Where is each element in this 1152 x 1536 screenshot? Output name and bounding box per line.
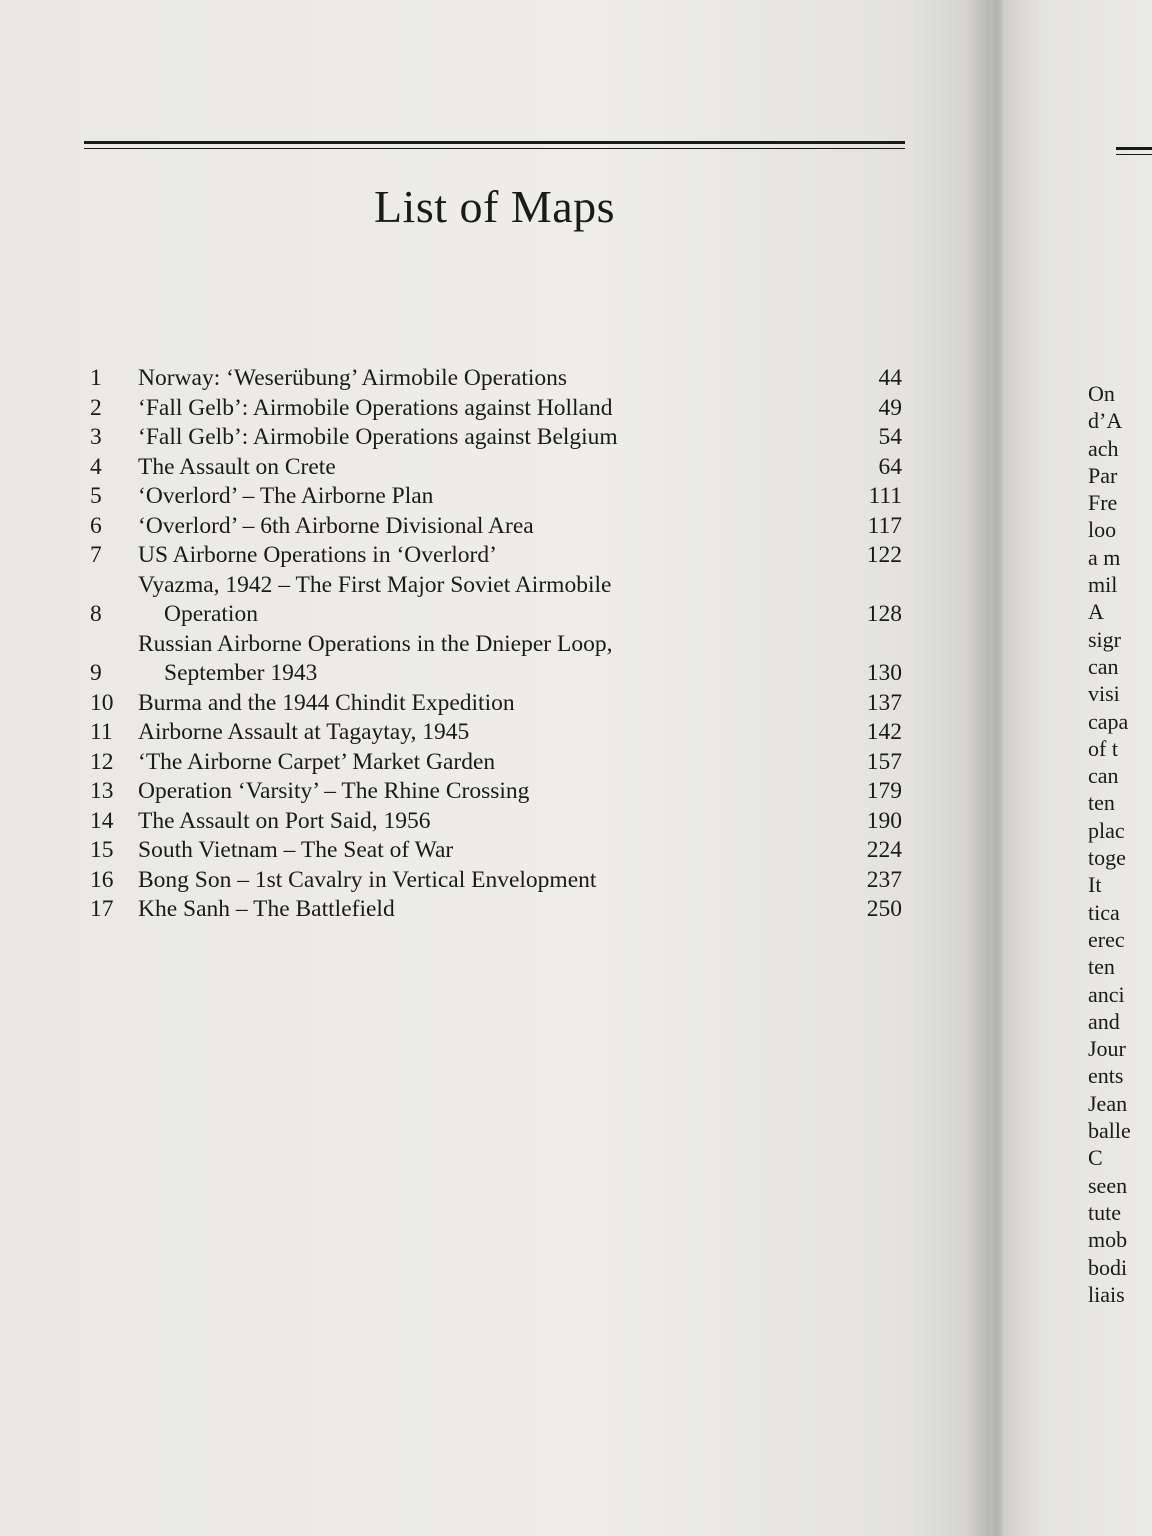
right-page-line: ten (1088, 954, 1115, 980)
map-title-text: Khe Sanh – The Battlefield (138, 896, 395, 922)
right-page-line: and (1088, 1008, 1120, 1034)
right-page-line: Fre (1088, 490, 1118, 516)
map-entry (90, 364, 902, 394)
right-page-line: On (1088, 381, 1115, 406)
right-page-text (1088, 380, 1131, 1308)
map-title-text: ‘The Airborne Carpet’ Market Garden (138, 748, 496, 775)
right-page-line: tute (1088, 1199, 1121, 1225)
map-entry (90, 807, 902, 837)
map-number: 5 (90, 483, 102, 509)
map-number: 10 (90, 689, 114, 716)
right-page-line: liais (1088, 1281, 1125, 1307)
map-entry (90, 423, 902, 453)
map-title-text: The Assault on Crete (138, 453, 336, 480)
right-page-line: Jean (1088, 1090, 1128, 1116)
map-entry (90, 836, 902, 866)
map-page-number: 179 (866, 778, 902, 804)
map-page-number: 137 (866, 689, 902, 716)
map-entry (90, 718, 902, 748)
map-number: 1 (90, 365, 102, 391)
map-number: 11 (90, 719, 113, 745)
map-title-text: ‘Fall Gelb’: Airmobile Operations against Holland (138, 394, 613, 421)
map-title (138, 748, 842, 778)
map-title-text: Airborne Assault at Tagaytay, 1945 (138, 719, 470, 745)
right-page-line: C (1088, 1145, 1103, 1171)
map-title-text: Bong Son – 1st Cavalry in Vertical Envelopment (138, 866, 597, 893)
map-title-text: US Airborne Operations in ‘Overlord’ (138, 542, 497, 568)
map-title (138, 423, 842, 453)
map-title-text: Burma and the 1944 Chindit Expedition (138, 689, 515, 716)
right-page-line: can (1088, 763, 1119, 789)
map-number: 14 (90, 807, 114, 834)
map-title (138, 807, 842, 837)
map-title-text: Norway: ‘Weserübung’ Airmobile Operations (138, 365, 568, 391)
map-number: 7 (90, 542, 102, 568)
map-title (138, 364, 842, 394)
right-page-line: Jour (1088, 1036, 1126, 1062)
right-page-line: mil (1088, 572, 1118, 598)
map-title (138, 571, 842, 630)
map-entry (90, 482, 902, 512)
map-page-number: 54 (878, 424, 902, 450)
map-page-number: 128 (866, 601, 902, 627)
map-number: 15 (90, 837, 114, 863)
map-title-text: Vyazma, 1942 – The First Major Soviet Airmobile (138, 571, 612, 598)
map-page-number: 111 (868, 483, 902, 509)
map-entry (90, 541, 902, 571)
map-number: 4 (90, 453, 102, 480)
maps-list (90, 364, 902, 925)
map-page-number: 224 (866, 837, 902, 863)
map-entry (90, 777, 902, 807)
right-page-line: bodi (1088, 1254, 1128, 1280)
header-rule-thick (84, 141, 905, 144)
map-entry (90, 866, 902, 896)
map-title (138, 630, 842, 689)
map-page-number: 190 (866, 807, 902, 834)
right-page-line: seen (1088, 1172, 1128, 1198)
map-title-text: Russian Airborne Operations in the Dnieper Loop, (138, 630, 613, 657)
right-page-line: balle (1088, 1118, 1131, 1144)
map-title (138, 512, 842, 542)
right-header-rule-thick (1116, 147, 1152, 150)
map-entry (90, 453, 902, 483)
map-title-text: The Assault on Port Said, 1956 (138, 807, 431, 834)
map-page-number: 142 (866, 719, 902, 745)
right-page-line: It (1088, 872, 1102, 898)
header-rule-thin (84, 148, 905, 149)
map-page-number: 64 (878, 453, 902, 480)
map-page-number: 122 (866, 542, 902, 568)
map-number: 2 (90, 394, 102, 421)
right-page-line: loo (1088, 517, 1117, 543)
right-page-line: erec (1088, 926, 1125, 952)
right-page-line: plac (1088, 817, 1125, 843)
map-number: 3 (90, 424, 102, 450)
right-page-line: sigr (1088, 626, 1121, 652)
map-page-number: 237 (866, 866, 902, 893)
map-number: 12 (90, 748, 114, 775)
right-page-line: toge (1088, 845, 1126, 871)
page-title: List of Maps (373, 181, 616, 232)
map-page-number: 44 (878, 365, 902, 391)
map-title-text: South Vietnam – The Seat of War (138, 837, 454, 863)
right-page-line: ach (1088, 435, 1119, 461)
map-title-continuation: Operation (164, 601, 258, 627)
map-title (138, 482, 842, 512)
map-number: 16 (90, 866, 114, 893)
map-entry (90, 630, 902, 689)
right-page-line: ten (1088, 790, 1115, 816)
right-page-line: visi (1088, 681, 1120, 707)
map-title-text: ‘Fall Gelb’: Airmobile Operations against Belgium (138, 424, 618, 450)
map-page-number: 117 (867, 512, 902, 539)
right-page-line: A (1088, 599, 1104, 625)
map-title (138, 541, 842, 571)
map-title-text: ‘Overlord’ – The Airborne Plan (138, 483, 434, 509)
right-page-line: can (1088, 653, 1119, 679)
map-title-text: ‘Overlord’ – 6th Airborne Divisional Area (138, 512, 534, 539)
right-header-rule-thin (1116, 154, 1152, 155)
map-title (138, 895, 842, 925)
map-entry (90, 512, 902, 542)
right-page-line: a m (1088, 544, 1121, 570)
map-title (138, 689, 842, 719)
map-page-number: 49 (878, 394, 902, 421)
map-entry (90, 689, 902, 719)
map-title (138, 866, 842, 896)
map-entry (90, 748, 902, 778)
map-number: 17 (90, 896, 114, 922)
right-page-line: mob (1088, 1227, 1128, 1253)
map-number: 13 (90, 778, 114, 804)
map-title (138, 394, 842, 424)
map-title-text: Operation ‘Varsity’ – The Rhine Crossing (138, 778, 530, 804)
map-entry (90, 394, 902, 424)
map-page-number: 157 (866, 748, 902, 775)
right-page-line: tica (1088, 899, 1120, 925)
right-page-line: ents (1088, 1063, 1124, 1089)
map-title (138, 836, 842, 866)
map-title (138, 718, 842, 748)
right-page-line: anci (1088, 981, 1125, 1007)
map-title (138, 453, 842, 483)
map-entry (90, 895, 902, 925)
right-page-line: d’A (1088, 408, 1123, 434)
right-page-line: capa (1088, 708, 1129, 734)
right-page-line: of t (1088, 735, 1118, 761)
map-number: 8 (90, 601, 102, 627)
book-gutter (965, 0, 1005, 1536)
map-page-number: 130 (866, 660, 902, 686)
map-page-number: 250 (866, 896, 902, 922)
map-number: 9 (90, 660, 102, 686)
map-number: 6 (90, 512, 102, 539)
map-entry (90, 571, 902, 630)
right-page-line: Par (1088, 462, 1118, 488)
map-title-continuation: September 1943 (164, 660, 318, 686)
map-title (138, 777, 842, 807)
